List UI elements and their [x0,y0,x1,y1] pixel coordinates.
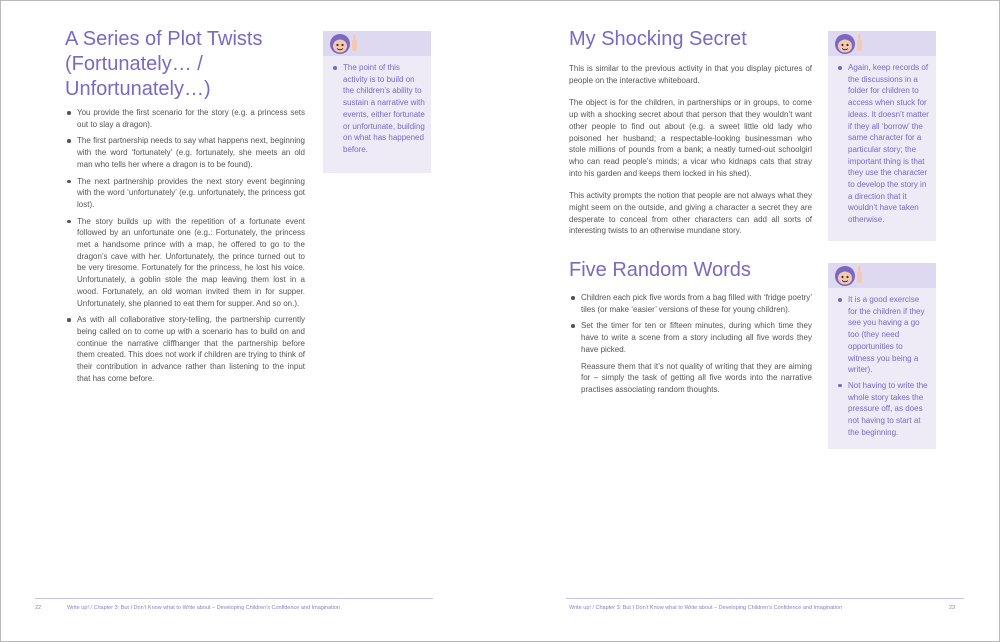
title-line: A Series of Plot Twists [65,28,263,50]
bullet-list [571,292,812,356]
title-line: Unfortunately…) [65,78,211,100]
list-item: You provide the first scenario for the story (e.g. a princess sets out to slay a dragon). [67,107,305,130]
footer-page-number: 23 [949,605,956,611]
tip-item: Again, keep records of the discussions in a folder for children to access when stuck for ideas. It doesn’t matter if they all ‘borrow’ the same character for a particular story; the important thing is that they use the character to develop the story in a direction that it wouldn’t have taken otherwise. [838,62,930,226]
tip-box [828,31,936,241]
list-item: Children each pick five words from a bag filled with ‘fridge poetry’ tiles (or make ‘easier’ versions of these for young children). [571,292,812,315]
list-item: As with all collaborative story-telling, the partnership currently being called on to come up with a scenario has to build on and continue the narrative cliffhanger that the partnership before them created. This does not work if children are trying to think of their contribution in advance rather than listening to the input that has come before. [67,314,305,384]
footer-running-head: Write up! / Chapter 3: But I Don’t Know what to Write about – Developing Children’s Confidence and Imagination [569,605,843,611]
paragraph: The object is for the children, in partnerships or in groups, to come up with a shocking secret about that person that they wouldn’t want other people to find out about (e.g. a sweet little old lady who poisoned her husband; a respectable-looking businessman who stole millions of pounds from a bank; a neatly turned-out schoolgirl who can read people’s minds; a vicar who kidnaps cats that stray into his garden and keeps them locked in his shed). [569,98,812,178]
teacher-hand-raised-icon [832,264,866,287]
list-item: The story builds up with the repetition of a fortunate event followed by an unfortunate one (e.g.: Fortunately, the princess met a handsome prince with a map, he offered to go to the dragon’s cave with her. Unfortunately, the prince turned out to be very tiresome. Fortunately for the princess, he lost his voice. Unfortunately, a goblin stole the map leaving them lost in a wood. Fortunately, an old woman invited them in for supper. Unfortunately, she planned to eat them for supper. And so on.). [67,216,305,310]
bullet-list [67,107,305,384]
five-random-words-body [571,292,812,396]
list-item: The first partnership needs to say what happens next, beginning with the word ‘fortunately’ (e.g. fortunately, she meets an old man who tells her where a dragon is to be found). [67,135,305,170]
teacher-hand-raised-icon [832,32,866,55]
left-page [1,1,500,641]
page-title [65,27,305,102]
section-title-shocking-secret: My Shocking Secret [569,28,747,50]
footer-page-number: 22 [35,605,42,611]
tip-header [323,31,431,56]
section-title-five-random-words: Five Random Words [569,259,751,281]
tip-box [828,263,936,449]
title-line: (Fortunately… / [65,53,203,75]
footer-rule [566,598,964,599]
paragraph: This is similar to the previous activity in that you display pictures of people on the interactive whiteboard. [569,64,812,85]
tip-item: Not having to write the whole story takes the pressure off, as does not having to start at the beginning. [838,380,930,439]
book-spread [1,1,999,641]
tip-content [323,56,431,166]
tip-content [828,288,936,448]
teacher-hand-raised-icon [327,32,361,55]
tip-box [323,31,431,173]
footer-running-head: Write up! / Chapter 3: But I Don’t Know what to Write about – Developing Children’s Confidence and Imagination [67,605,341,611]
footer-rule [35,598,433,599]
tip-header [828,31,936,56]
tip-item: The point of this activity is to build on the children’s ability to sustain a narrative with events, either fortunate or unfortunate, building on what has happened before. [333,62,425,156]
shocking-secret-body [569,63,812,248]
list-item: The next partnership provides the next story event beginning with the word ‘unfortunately’ (e.g. unfortunately, the princess got lost). [67,176,305,211]
list-item: Set the timer for ten or fifteen minutes, during which time they have to write a scene from a story including all five words they have picked. [571,320,812,355]
tip-item: It is a good exercise for the children if they see you having a go too (they need opportunities to witness you being a writer). [838,294,930,376]
left-body [67,107,305,389]
paragraph: Reassure them that it’s not quality of writing that they are aiming for – simply the task of getting all five words into the narrative practises associating random thoughts. [581,361,812,394]
tip-header [828,263,936,288]
right-page [500,1,999,641]
paragraph: This activity prompts the notion that people are not always what they might seem on the outside, and giving a character a secret they are desperate to conceal from other characters can add all sorts of interesting twists to an otherwise mundane story. [569,191,812,236]
tip-content [828,56,936,236]
